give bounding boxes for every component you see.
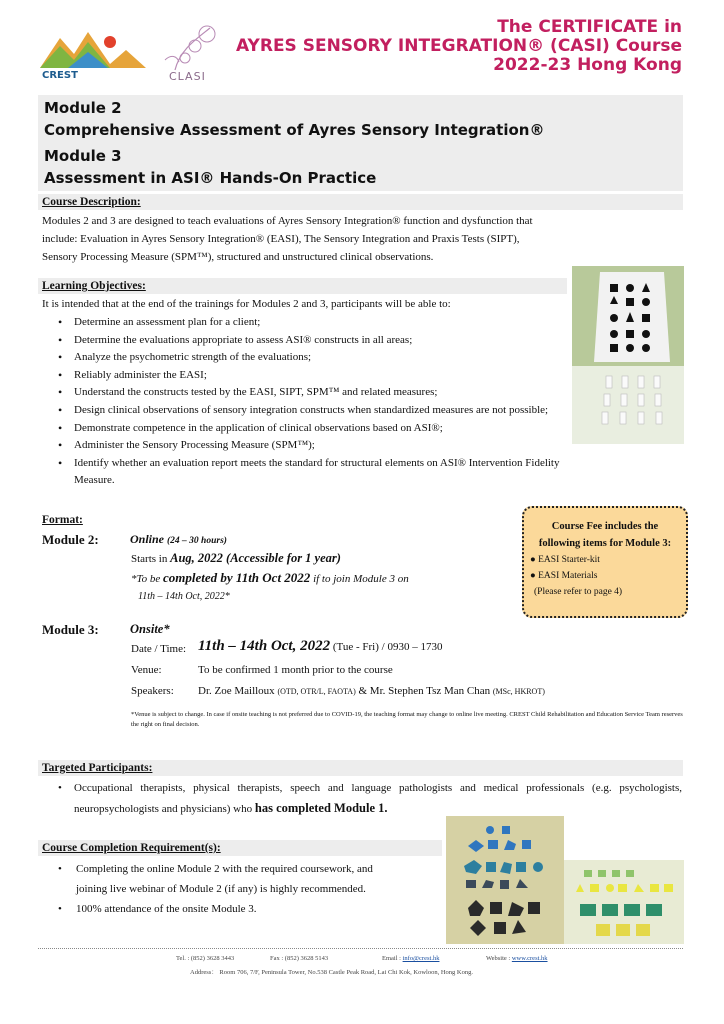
format-module3-label: Module 3: <box>42 622 99 637</box>
footer-email: Email : info@crest.hk <box>382 955 440 962</box>
crest-logo-text: CREST <box>42 70 78 81</box>
speaker1-credentials: (OTD, OTR/L, FAOTA) <box>277 687 356 696</box>
speakers-label: Speakers: <box>131 685 174 697</box>
header-title-line3: 2022-23 Hong Kong <box>493 55 682 75</box>
participants-heading: Targeted Participants: <box>38 760 683 776</box>
completion-item1-line2: joining live webinar of Module 2 (if any) is highly recommended. <box>76 883 366 895</box>
footer-fax: Fax : (852) 3628 5143 <box>270 955 329 962</box>
format-module3-mode: Onsite* <box>130 622 170 636</box>
fee-title-line2: following items for Module 3: <box>538 538 672 549</box>
completion-bullet: • <box>58 903 62 915</box>
format-module2-note-suffix: if to join Module 3 on <box>313 573 409 585</box>
venue-disclaimer: *Venue is subject to change. In case if onsite teaching is not preferred due to COVID-19, the teaching format may change to online live meeting. CREST Child Rehabilitation and Education Service Team reserves the right on final decision. <box>131 711 683 728</box>
format-module2-mode: Online <box>130 532 165 546</box>
description-heading: Course Description: <box>38 194 683 210</box>
crest-logo <box>38 24 150 84</box>
objective-item: • Demonstrate competence in the application of clinical observations based on ASI®; <box>42 420 572 438</box>
objective-item: • Design clinical observations of sensory integration constructs when standardized measures are not possible; <box>42 402 572 420</box>
speaker1-name: Dr. Zoe Mailloux <box>198 685 275 697</box>
format-module2-starts-prefix: Starts in <box>131 553 168 565</box>
footer-website-link[interactable]: www.crest.hk <box>511 955 548 962</box>
footer-divider <box>38 948 683 949</box>
clasi-logo <box>155 20 225 86</box>
objective-item: • Identify whether an evaluation report meets the standard for structural elements on ASI® Intervention Fidelity Measure. <box>42 455 572 490</box>
objectives-heading: Learning Objectives: <box>38 278 567 294</box>
speakers-value <box>198 682 545 701</box>
speaker2-name: & Mr. Stephen Tsz Man Chan <box>358 685 491 697</box>
date-value: 11th – 14th Oct, 2022 <box>198 638 331 654</box>
header-title-line2: AYRES SENSORY INTEGRATION® (CASI) Course <box>236 36 682 56</box>
course-fee-box <box>522 506 688 618</box>
objectives-intro: It is intended that at the end of the trainings for Modules 2 and 3, participants will be able to: <box>42 298 451 310</box>
objective-item: • Reliably administer the EASI; <box>42 367 572 385</box>
fee-item: ● EASI Materials <box>530 571 598 581</box>
completion-item2: 100% attendance of the onsite Module 3. <box>76 903 257 915</box>
completion-bullet: • <box>58 863 62 875</box>
speaker2-credentials: (MSc, HKROT) <box>492 687 545 696</box>
objectives-list <box>42 314 572 490</box>
completion-item1-line1: Completing the online Module 2 with the required coursework, and <box>76 863 373 875</box>
format-module2-note-line2: 11th – 14th Oct, 2022* <box>138 591 230 602</box>
fee-title-line1: Course Fee includes the <box>551 521 659 532</box>
clasi-logo-text: CLASI <box>169 70 206 83</box>
objective-item: • Determine an assessment plan for a client; <box>42 314 572 332</box>
module2-label: Module 2 <box>44 99 122 117</box>
participants-text: • Occupational therapists, physical therapists, speech and language pathologists and medical professionals (e.g. psychologists, neuropsychologists and physicians) who has completed Module 1. <box>58 782 682 815</box>
format-module2-hours: (24 – 30 hours) <box>167 536 227 546</box>
module3-label: Module 3 <box>44 147 122 165</box>
objective-item: • Understand the constructs tested by the EASI, SIPT, SPM™ and related measures; <box>42 384 572 402</box>
objective-item: • Determine the evaluations appropriate to assess ASI® constructs in all areas; <box>42 332 572 350</box>
fee-item: ● EASI Starter-kit <box>530 555 600 565</box>
format-module2-label: Module 2: <box>42 532 99 547</box>
venue-value: To be confirmed 1 month prior to the course <box>198 664 393 676</box>
format-module2-starts: Aug, 2022 (Accessible for 1 year) <box>170 551 341 565</box>
footer-tel: Tel. : (852) 3628 3443 <box>176 955 235 962</box>
objective-item: • Administer the Sensory Processing Measure (SPM™); <box>42 437 572 455</box>
photo-shape-cards <box>446 816 684 944</box>
footer-email-link[interactable]: info@crest.hk <box>402 955 440 962</box>
description-text: Modules 2 and 3 are designed to teach evaluations of Ayres Sensory Integration® function and dysfunction that include: Evaluation in Ayres Sensory Integration® (EASI), The Sensory Integration and Praxis Tests (SIPT), Sensory Processing Measure (SPM™), structured and unstructured clinical observations. <box>42 215 533 263</box>
format-module2-note-bold: completed by 11th Oct 2022 <box>163 570 311 585</box>
footer-website: Website : www.crest.hk <box>486 955 548 962</box>
module3-title: Assessment in ASI® Hands-On Practice <box>44 169 377 187</box>
completion-heading: Course Completion Requirement(s): <box>38 840 442 856</box>
header-title-line1: The CERTIFICATE in <box>497 17 682 37</box>
footer-address: Address： Room 706, 7/F, Peninsula Tower, No.538 Castle Peak Road, Lai Chi Kok, Kowloon, Hong Kong. <box>190 969 474 976</box>
date-label: Date / Time: <box>131 643 187 655</box>
format-module2-note-prefix: *To be <box>131 573 161 585</box>
format-heading: Format: <box>42 514 83 526</box>
module-title-bar <box>38 95 683 191</box>
module2-title: Comprehensive Assessment of Ayres Sensory Integration® <box>44 121 545 139</box>
venue-label: Venue: <box>131 664 162 676</box>
photo-pegboard-test <box>572 266 684 444</box>
date-suffix: (Tue - Fri) / 0930 – 1730 <box>332 641 443 653</box>
objective-item: • Analyze the psychometric strength of the evaluations; <box>42 349 572 367</box>
fee-note: (Please refer to page 4) <box>534 587 623 597</box>
